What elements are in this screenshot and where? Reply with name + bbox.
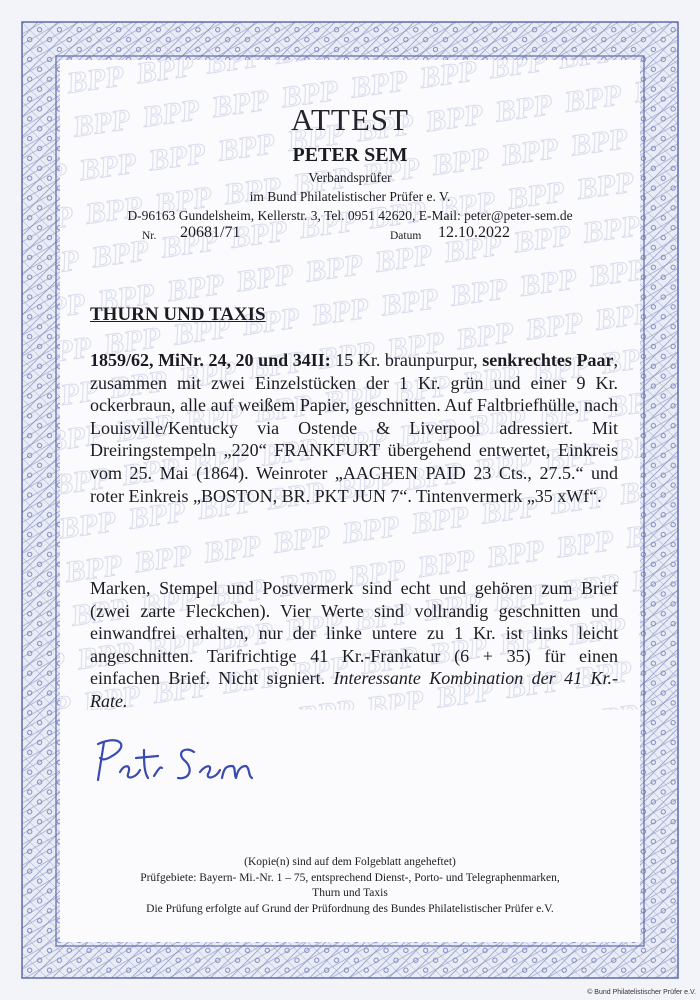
- examiner-contact: D-96163 Gundelsheim, Kellerstr. 3, Tel. 0951 42620, E-Mail: peter@peter-sem.de: [127, 208, 573, 223]
- description-text-2: , zusammen mit zwei Einzelstücken der 1 Kr. grün und einer 9 Kr. ockerbraun, alle auf weißem Papier, geschnitten. Auf Faltbriefhülle, nach Louisville/Kentucky via Ostende & Liverpool adressiert. Mit Dreiringstempeln „220“ FRANKFURT übergehend entwertet, Einkreis vom 25. Mai (1864). Weinroter „AACHEN PAID 23 Cts., 27.5.“ und roter Einkreis „BOSTON, BR. PKT JUN 7“. Tintenvermerk „35 xWf“.: [90, 350, 618, 506]
- certificate-footer: [60, 855, 640, 917]
- certificate-title: ATTEST: [291, 102, 409, 137]
- copies-note: (Kopie(n) sind auf dem Folgeblatt angeheftet): [244, 856, 456, 868]
- assessment-body: Marken, Stempel und Postvermerk sind echt und gehören zum Brief (zwei zarte Fleckchen). Vier Werte sind vollrandig geschnitten und einwandfrei erhalten, nur der linke untere zu 1 Kr. ist links leicht angeschnitten. Tarifrichtige 41 Kr.-Frankatur (6 + 35) für einen einfachen Brief. Nicht signiert.: [90, 578, 618, 689]
- certificate-date: 12.10.2022: [438, 224, 510, 241]
- handwritten-signature: [90, 732, 280, 792]
- number-date-line: [60, 220, 640, 246]
- copyright-note: © Bund Philatelistischer Prüfer e.V.: [587, 989, 696, 996]
- description-lead: 1859/62, MiNr. 24, 20 und 34II:: [90, 350, 331, 370]
- stamp-description: [90, 349, 618, 507]
- date-label: Datum: [390, 230, 422, 242]
- exam-areas-line-1: Prüfgebiete: Bayern- Mi.-Nr. 1 – 75, entsprechend Dienst-, Porto- und Telegraphenmarken,: [140, 871, 560, 884]
- assessment-italic: Interessante Kombination der 41 Kr.-Rate.: [90, 668, 618, 711]
- examiner-association: im Bund Philatelistischer Prüfer e. V.: [249, 189, 451, 204]
- exam-areas-line-2: Thurn und Taxis: [312, 887, 388, 900]
- certificate-sheet: [60, 60, 640, 942]
- exam-basis: Die Prüfung erfolgte auf Grund der Prüfordnung des Bundes Philatelistischer Prüfer e.V.: [146, 902, 554, 915]
- number-label: Nr.: [142, 230, 157, 242]
- description-bold-pair: senkrechtes Paar: [482, 350, 614, 370]
- certificate-number: 20681/71: [180, 224, 241, 241]
- examiner-name: PETER SEM: [292, 144, 408, 166]
- description-text-1: 15 Kr. braunpurpur,: [330, 350, 483, 370]
- certificate-header: [60, 100, 640, 225]
- examiner-role: Verbandsprüfer: [308, 170, 392, 185]
- assessment-text: [90, 577, 618, 713]
- section-heading: THURN UND TAXIS: [90, 304, 266, 325]
